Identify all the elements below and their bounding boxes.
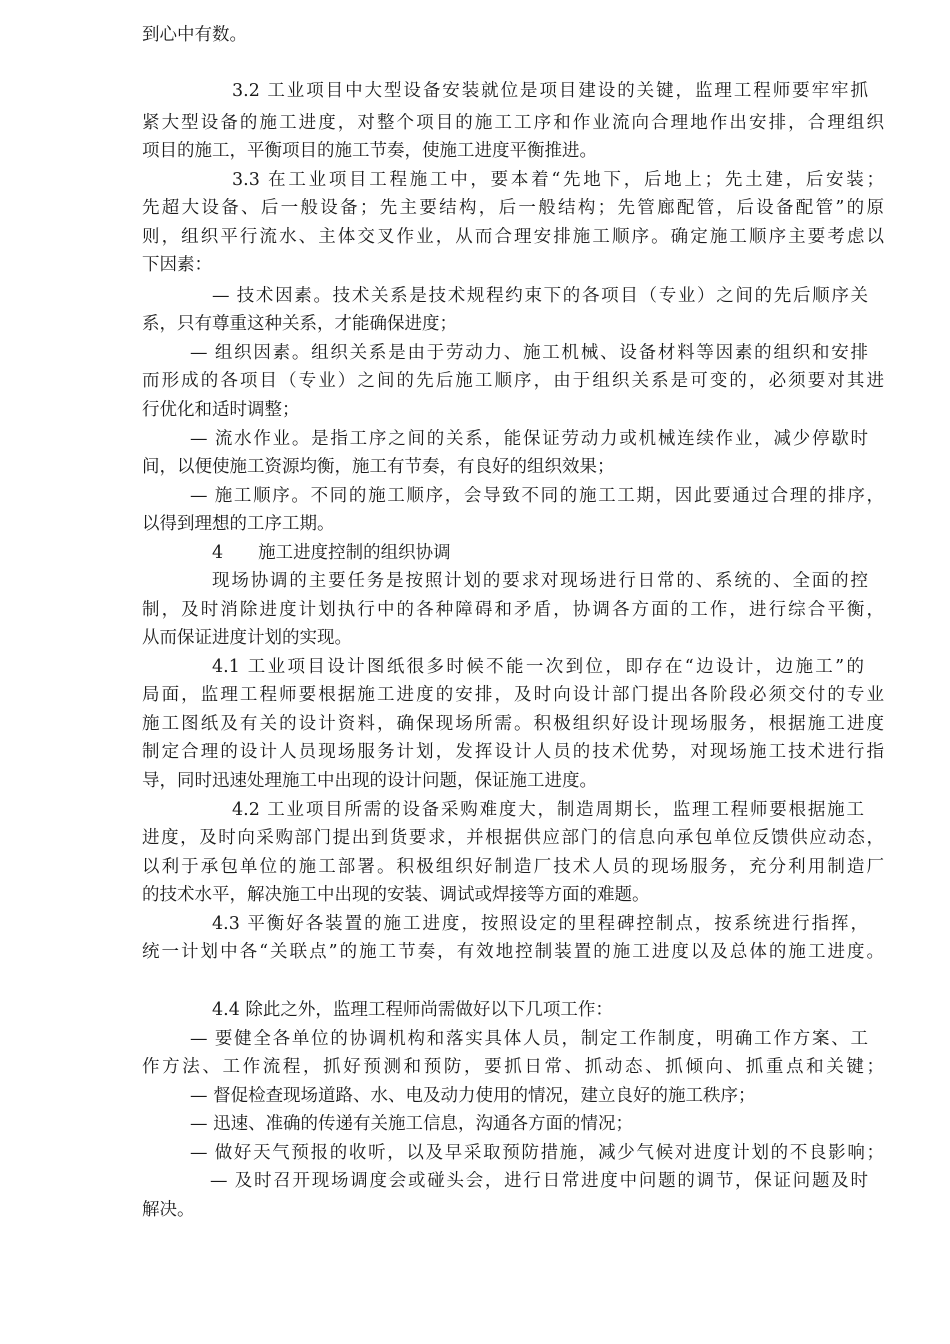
text-line: 局面，监理工程师要根据施工进度的安排，及时向设计部门提出各阶段必须交付的专业 [142,685,884,705]
text-line: — 施工顺序。不同的施工顺序，会导致不同的施工工期，因此要通过合理的排序， [190,486,884,506]
text-line: 系，只有尊重这种关系，才能确保进度； [142,314,457,334]
text-line: 4.2 工业项目所需的设备采购难度大，制造周期长，监理工程师要根据施工 [232,800,864,820]
text-line: 的技术水平，解决施工中出现的安装、调试或焊接等方面的难题。 [142,885,650,905]
text-line: 现场协调的主要任务是按照计划的要求对现场进行日常的、系统的、全面的控 [212,571,868,591]
text-line: 进度，及时向采购部门提出到货要求，并根据供应部门的信息向承包单位反馈供应动态， [142,828,884,848]
text-line: 导，同时迅速处理施工中出现的设计问题，保证施工进度。 [142,771,597,791]
text-line: 间，以便使施工资源均衡，施工有节奏，有良好的组织效果； [142,457,615,477]
text-line: 行优化和适时调整； [142,400,300,420]
text-line: 作方法、工作流程，抓好预测和预防，要抓日常、抓动态、抓倾向、抓重点和关键； [142,1057,884,1077]
text-line: 统一计划中各“关联点”的施工节奏，有效地控制装置的施工进度以及总体的施工进度。 [142,942,884,962]
text-line: 4.4 除此之外，监理工程师尚需做好以下几项工作： [212,1000,613,1020]
text-line: 到心中有数。 [142,25,247,45]
text-line: — 做好天气预报的收听，以及早采取预防措施，减少气候对进度计划的不良影响； [190,1143,884,1163]
text-line: 以利于承包单位的施工部署。积极组织好制造厂技术人员的现场服务，充分利用制造厂 [142,857,884,877]
text-line: — 组织因素。组织关系是由于劳动力、施工机械、设备材料等因素的组织和安排 [190,343,868,363]
section-heading: 4 施工进度控制的组织协调 [212,543,451,563]
text-line: 施工图纸及有关的设计资料，确保现场所需。积极组织好设计现场服务，根据施工进度 [142,714,884,734]
text-line: — 技术因素。技术关系是技术规程约束下的各项目（专业）之间的先后顺序关 [212,286,868,306]
text-line: 下因素： [142,255,212,275]
text-line: 4.3 平衡好各装置的施工进度，按照设定的里程碑控制点，按系统进行指挥， [212,914,868,934]
text-line: 解决。 [142,1200,195,1220]
text-line: 4.1 工业项目设计图纸很多时候不能一次到位，即存在“边设计，边施工”的 [212,657,864,677]
text-line: — 及时召开现场调度会或碰头会，进行日常进度中问题的调节，保证问题及时 [210,1171,868,1191]
text-line: 制定合理的设计人员现场服务计划，发挥设计人员的技术优势，对现场施工技术进行指 [142,742,884,762]
text-line: — 流水作业。是指工序之间的关系，能保证劳动力或机械连续作业，减少停歇时 [190,429,868,449]
text-line: — 迅速、准确的传递有关施工信息，沟通各方面的情况； [190,1114,634,1134]
text-line: 以得到理想的工序工期。 [142,514,335,534]
text-line: 则，组织平行流水、主体交叉作业，从而合理安排施工顺序。确定施工顺序主要考虑以 [142,227,884,247]
text-line: — 要健全各单位的协调机构和落实具体人员，制定工作制度，明确工作方案、工 [190,1029,868,1049]
text-line: — 督促检查现场道路、水、电及动力使用的情况，建立良好的施工秩序； [190,1086,756,1106]
text-line: 而形成的各项目（专业）之间的先后施工顺序，由于组织关系是可变的，必须要对其进 [142,371,884,391]
text-line: 3.2 工业项目中大型设备安装就位是项目建设的关键，监理工程师要牢牢抓 [232,81,868,101]
text-line: 3.3 在工业项目工程施工中，要本着“先地下，后地上；先土建，后安装； [232,170,884,190]
text-line: 先超大设备、后一般设备；先主要结构，后一般结构；先管廊配管，后设备配管”的原 [142,198,884,218]
text-line: 项目的施工，平衡项目的施工节奏，使施工进度平衡推进。 [142,141,597,161]
text-line: 紧大型设备的施工进度，对整个项目的施工工序和作业流向合理地作出安排，合理组织 [142,113,884,133]
text-line: 从而保证进度计划的实现。 [142,628,352,648]
text-line: 制，及时消除进度计划执行中的各种障碍和矛盾，协调各方面的工作，进行综合平衡， [142,600,884,620]
